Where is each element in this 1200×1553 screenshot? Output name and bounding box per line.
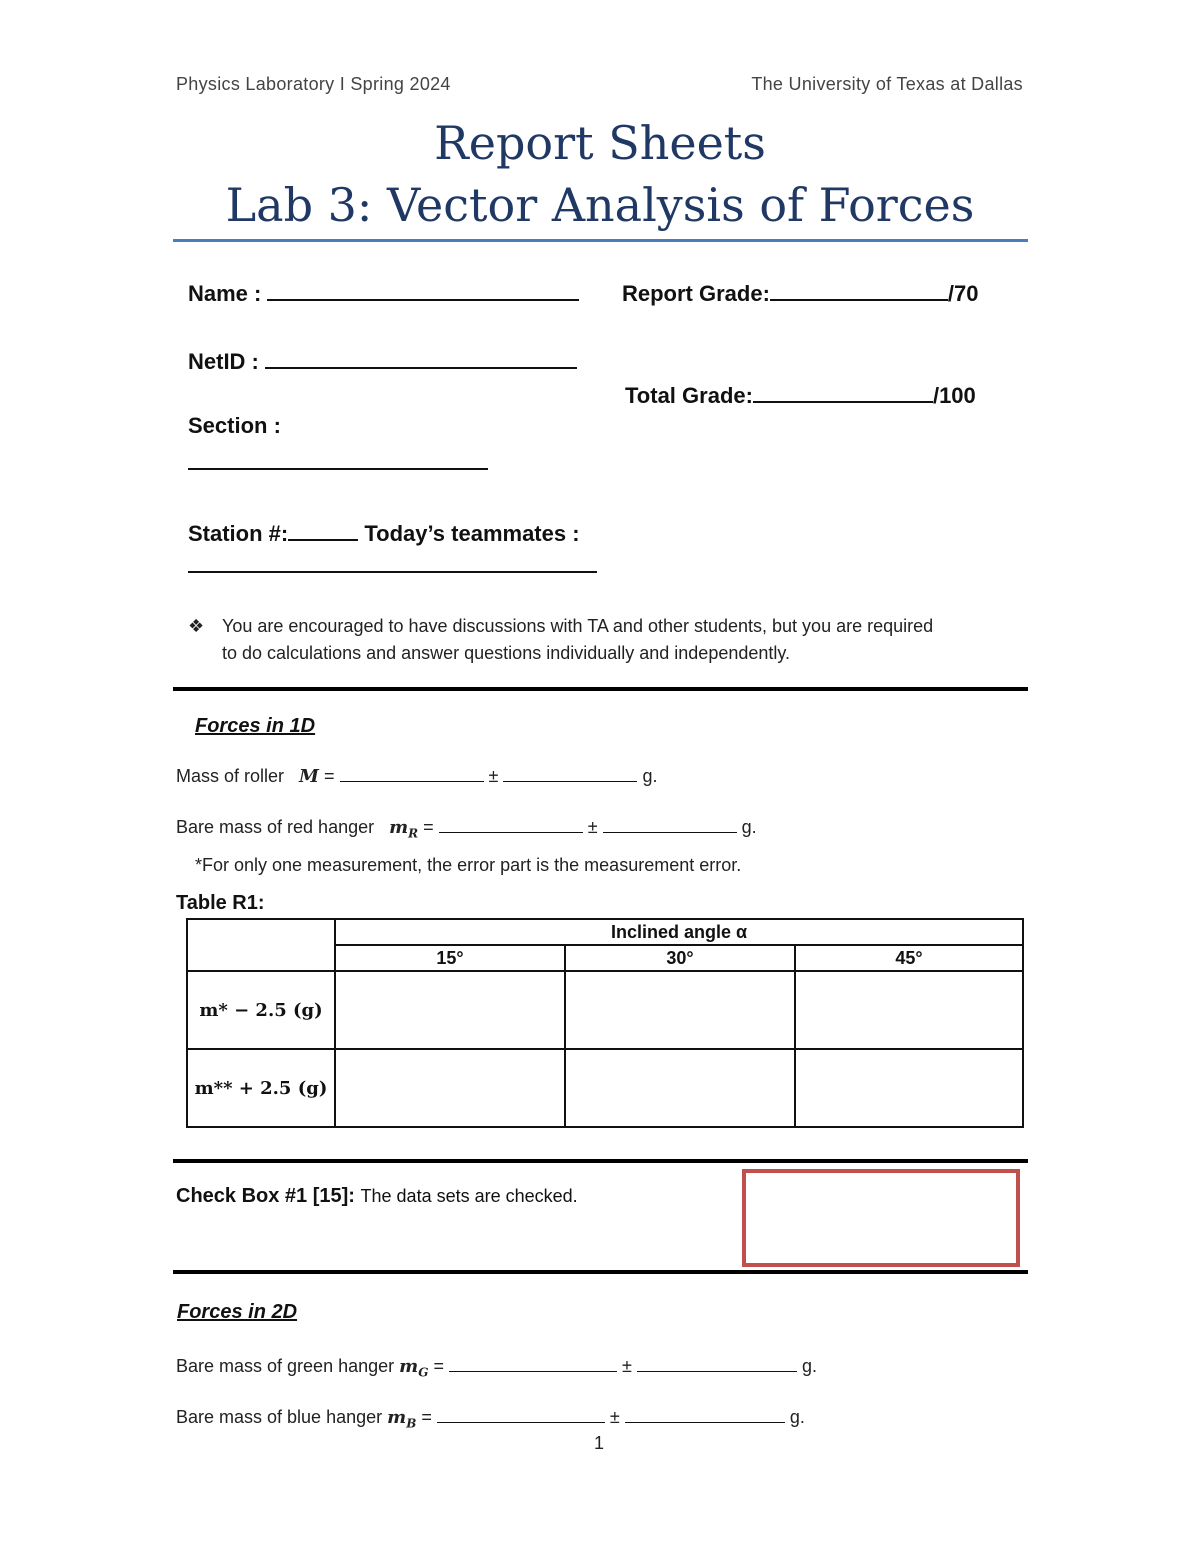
red-hanger-row [176, 817, 757, 841]
table-row [187, 971, 1023, 1049]
red-hanger-error-blank[interactable] [603, 818, 737, 833]
table-corner-cell [187, 919, 335, 971]
total-grade-label: Total Grade: [625, 383, 753, 408]
red-hanger-label: Bare mass of red hanger [176, 817, 375, 837]
green-hanger-equals: = [433, 1356, 444, 1376]
station-label: Station #: [188, 521, 289, 546]
section-divider-1 [173, 687, 1028, 691]
note-line-1: You are encouraged to have discussions with TA and other students, but you are required [222, 616, 934, 636]
table-col-header: 15° [335, 945, 565, 971]
table-group-header: Inclined angle α [335, 919, 1023, 945]
section-divider-2 [173, 1159, 1028, 1163]
blue-hanger-plus-minus: ± [609, 1407, 620, 1427]
page-number: 1 [594, 1433, 605, 1453]
teammates-blank[interactable] [188, 571, 597, 573]
note-line-2: to do calculations and answer questions individually and independently. [222, 643, 791, 663]
section-label: Section : [188, 413, 281, 438]
header-left: Physics Laboratory I Spring 2024 [176, 74, 451, 94]
roller-value-blank[interactable] [340, 767, 484, 782]
check-box-row [176, 1185, 578, 1208]
table-cell[interactable] [795, 1049, 1023, 1127]
table-cell[interactable] [565, 971, 795, 1049]
title-line-1: Report Sheets [434, 116, 766, 170]
netid-blank[interactable] [265, 345, 577, 369]
name-field [188, 277, 579, 307]
forces-2d-title: Forces in 2D [177, 1301, 298, 1323]
green-hanger-label: Bare mass of green hanger [176, 1356, 395, 1376]
table-row-label: m** + 2.5 (g) [187, 1049, 335, 1127]
report-grade-max: /70 [947, 281, 979, 306]
forces-1d-title: Forces in 1D [195, 715, 316, 737]
red-hanger-unit: g. [741, 817, 757, 837]
note-bullet-icon: ❖ [188, 616, 205, 636]
name-label: Name : [188, 281, 262, 306]
table-r1-label: Table R1: [176, 892, 265, 914]
measurement-footnote: *For only one measurement, the error part is the measurement error. [195, 855, 742, 875]
green-hanger-row [176, 1356, 817, 1380]
green-hanger-symbol: m [399, 1356, 419, 1377]
red-hanger-equals: = [423, 817, 434, 837]
table-r1 [186, 918, 1024, 1128]
report-grade-blank[interactable] [770, 277, 948, 301]
total-grade-blank[interactable] [753, 379, 933, 403]
total-grade-field [625, 379, 976, 409]
table-cell[interactable] [335, 1049, 565, 1127]
roller-error-blank[interactable] [503, 767, 637, 782]
check-box-label: Check Box #1 [15]: [176, 1185, 355, 1207]
blue-hanger-row [176, 1407, 805, 1431]
teammates-label: Today’s teammates : [364, 521, 580, 546]
red-hanger-plus-minus: ± [587, 817, 598, 837]
station-blank[interactable] [288, 517, 358, 541]
roller-unit: g. [642, 766, 658, 786]
table-col-header: 30° [565, 945, 795, 971]
total-grade-max: /100 [932, 383, 976, 408]
table-row [187, 1049, 1023, 1127]
roller-plus-minus: ± [488, 766, 499, 786]
blue-hanger-sub: B [406, 1416, 417, 1431]
green-hanger-error-blank[interactable] [637, 1357, 797, 1372]
roller-symbol: M [299, 766, 319, 787]
blue-hanger-value-blank[interactable] [437, 1408, 605, 1423]
table-row-label: m* − 2.5 (g) [187, 971, 335, 1049]
blue-hanger-equals: = [421, 1407, 432, 1427]
netid-label: NetID : [188, 349, 259, 374]
section-divider-3 [173, 1270, 1028, 1274]
blue-hanger-error-blank[interactable] [625, 1408, 785, 1423]
table-cell[interactable] [565, 1049, 795, 1127]
report-grade-field [622, 277, 979, 307]
title-line-2: Lab 3: Vector Analysis of Forces [225, 178, 975, 232]
red-hanger-value-blank[interactable] [439, 818, 583, 833]
roller-mass-row [176, 766, 657, 787]
ta-check-box[interactable] [742, 1169, 1020, 1267]
red-hanger-symbol: m [389, 817, 409, 838]
red-hanger-sub: R [408, 826, 419, 841]
table-cell[interactable] [795, 971, 1023, 1049]
station-field [188, 517, 580, 547]
report-grade-label: Report Grade: [622, 281, 770, 306]
green-hanger-unit: g. [801, 1356, 817, 1376]
table-col-header: 45° [795, 945, 1023, 971]
netid-field [188, 345, 577, 375]
blue-hanger-unit: g. [789, 1407, 805, 1427]
check-box-text: The data sets are checked. [360, 1186, 578, 1206]
roller-label: Mass of roller [176, 766, 285, 786]
title-divider [173, 239, 1028, 242]
green-hanger-value-blank[interactable] [449, 1357, 617, 1372]
green-hanger-plus-minus: ± [622, 1356, 632, 1376]
table-cell[interactable] [335, 971, 565, 1049]
header-right: The University of Texas at Dallas [751, 74, 1023, 94]
section-blank[interactable] [188, 468, 488, 470]
green-hanger-sub: G [418, 1365, 429, 1380]
name-blank[interactable] [267, 277, 579, 301]
blue-hanger-label: Bare mass of blue hanger [176, 1407, 383, 1427]
roller-equals: = [324, 766, 335, 786]
blue-hanger-symbol: m [387, 1407, 407, 1428]
